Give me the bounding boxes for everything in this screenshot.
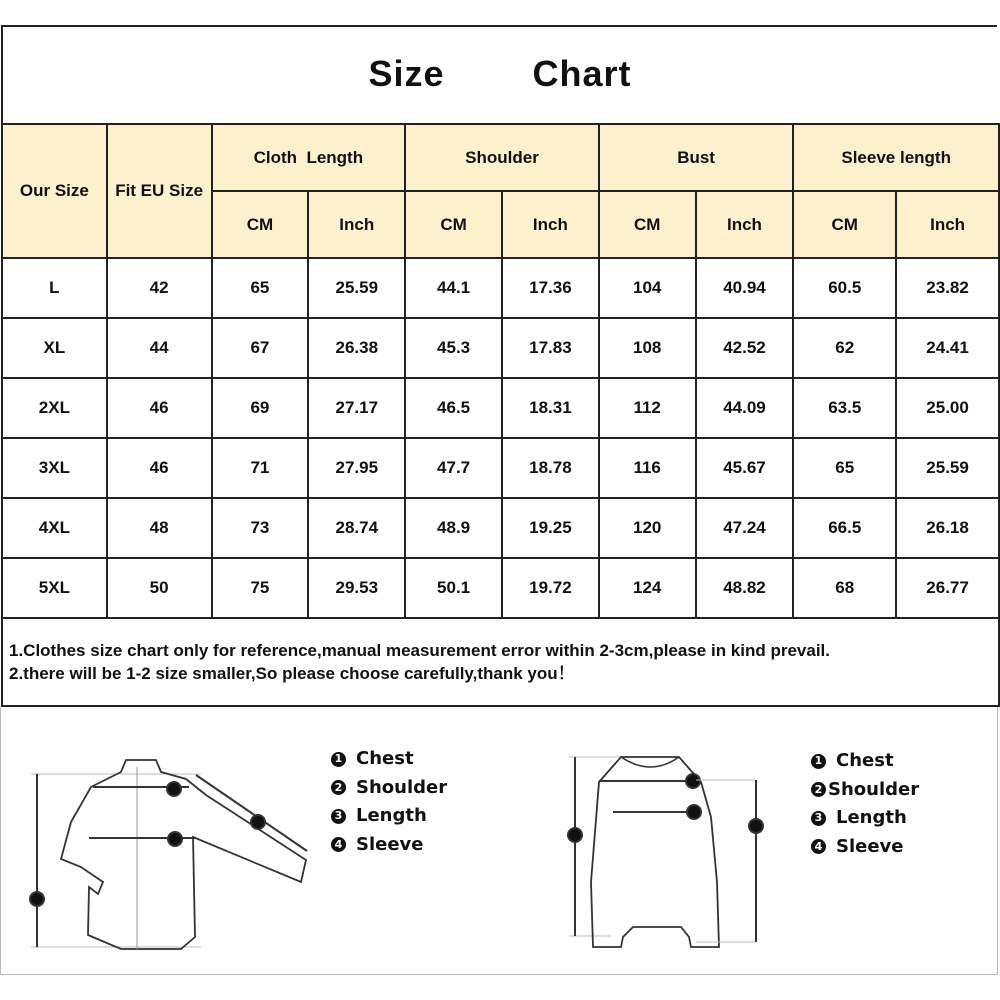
table-cell: 5XL <box>2 558 107 618</box>
legend-item-sleeve: 4 Sleeve <box>811 833 919 862</box>
number-badge-icon: 3 <box>331 809 346 824</box>
table-cell: 23.82 <box>896 258 999 318</box>
unit-cm: CM <box>212 191 309 258</box>
table-row <box>2 438 999 498</box>
page-title <box>0 25 1000 123</box>
table-cell: 26.77 <box>896 558 999 618</box>
header-fit-eu-size: Fit EU Size <box>107 124 212 258</box>
unit-inch: Inch <box>696 191 794 258</box>
table-cell: 67 <box>212 318 309 378</box>
table-cell: 50 <box>107 558 212 618</box>
title-word-chart: Chart <box>532 53 632 94</box>
note-1: 1.Clothes size chart only for reference,manual measurement error within 2-3cm,please in kind prevail. <box>9 641 831 660</box>
table-row <box>2 318 999 378</box>
unit-cm: CM <box>793 191 896 258</box>
table-cell: 116 <box>599 438 696 498</box>
table-cell: 28.74 <box>308 498 405 558</box>
unit-inch: Inch <box>502 191 599 258</box>
table-cell: 19.25 <box>502 498 599 558</box>
table-cell: 24.41 <box>896 318 999 378</box>
number-badge-icon: 3 <box>811 811 826 826</box>
table-cell: 25.59 <box>896 438 999 498</box>
number-badge-icon: 1 <box>331 752 346 767</box>
table-row <box>2 498 999 558</box>
legend-item-shoulder: 2 Shoulder <box>811 776 919 805</box>
table-cell: 4XL <box>2 498 107 558</box>
header-row-groups <box>2 124 999 191</box>
number-badge-icon: 2 <box>331 780 346 795</box>
table-cell: 48.9 <box>405 498 502 558</box>
legend-item-chest: 1 Chest <box>811 747 919 776</box>
table-row <box>2 378 999 438</box>
sweater-legend <box>811 747 919 861</box>
table-cell: 60.5 <box>793 258 896 318</box>
legend-item-length: 3 Length <box>811 804 919 833</box>
title-word-size: Size <box>368 53 445 94</box>
table-cell: 112 <box>599 378 696 438</box>
table-cell: 2XL <box>2 378 107 438</box>
table-cell: 25.59 <box>308 258 405 318</box>
table-cell: 124 <box>599 558 696 618</box>
table-cell: 66.5 <box>793 498 896 558</box>
table-cell: 44 <box>107 318 212 378</box>
number-badge-icon: 1 <box>811 754 826 769</box>
table-cell: 18.31 <box>502 378 599 438</box>
header-shoulder: Shoulder <box>405 124 599 191</box>
table-cell: 17.36 <box>502 258 599 318</box>
table-cell: 48 <box>107 498 212 558</box>
legend-item-length: 3 Length <box>331 802 447 831</box>
table-cell: 120 <box>599 498 696 558</box>
table-cell: 47.7 <box>405 438 502 498</box>
note-2: 2.there will be 1-2 size smaller,So please choose carefully,thank you！ <box>9 664 575 683</box>
unit-cm: CM <box>599 191 696 258</box>
header-bust: Bust <box>599 124 794 191</box>
number-badge-icon: 4 <box>331 837 346 852</box>
notes-box <box>1 617 1000 707</box>
unit-inch: Inch <box>896 191 999 258</box>
table-cell: 46 <box>107 378 212 438</box>
number-badge-icon: 4 <box>811 839 826 854</box>
table-cell: 65 <box>793 438 896 498</box>
legend-item-sleeve: 4 Sleeve <box>331 831 447 860</box>
table-cell: 17.83 <box>502 318 599 378</box>
header-sleeve-length: Sleeve length <box>793 124 999 191</box>
sweater-diagram-icon <box>561 747 781 957</box>
header-our-size: Our Size <box>2 124 107 258</box>
table-cell: 3XL <box>2 438 107 498</box>
table-cell: 45.67 <box>696 438 794 498</box>
measurement-diagrams <box>0 707 998 975</box>
unit-inch: Inch <box>308 191 405 258</box>
table-cell: 47.24 <box>696 498 794 558</box>
table-cell: 65 <box>212 258 309 318</box>
table-cell: 73 <box>212 498 309 558</box>
table-cell: 108 <box>599 318 696 378</box>
table-cell: 26.38 <box>308 318 405 378</box>
table-cell: 62 <box>793 318 896 378</box>
table-cell: 68 <box>793 558 896 618</box>
shirt-legend <box>331 745 447 859</box>
size-table <box>1 123 1000 619</box>
table-cell: XL <box>2 318 107 378</box>
table-cell: 18.78 <box>502 438 599 498</box>
legend-item-shoulder: 2 Shoulder <box>331 774 447 803</box>
table-row <box>2 258 999 318</box>
table-cell: 26.18 <box>896 498 999 558</box>
table-cell: L <box>2 258 107 318</box>
table-cell: 40.94 <box>696 258 794 318</box>
header-cloth-length: Cloth Length <box>212 124 406 191</box>
table-cell: 19.72 <box>502 558 599 618</box>
table-row <box>2 558 999 618</box>
table-cell: 71 <box>212 438 309 498</box>
table-cell: 42.52 <box>696 318 794 378</box>
table-cell: 48.82 <box>696 558 794 618</box>
shirt-diagram-icon <box>21 747 341 987</box>
number-badge-icon: 2 <box>811 782 826 797</box>
table-cell: 29.53 <box>308 558 405 618</box>
table-cell: 104 <box>599 258 696 318</box>
table-cell: 27.95 <box>308 438 405 498</box>
table-cell: 46.5 <box>405 378 502 438</box>
table-cell: 42 <box>107 258 212 318</box>
table-cell: 45.3 <box>405 318 502 378</box>
table-cell: 44.1 <box>405 258 502 318</box>
table-cell: 63.5 <box>793 378 896 438</box>
legend-item-chest: 1 Chest <box>331 745 447 774</box>
table-cell: 25.00 <box>896 378 999 438</box>
table-cell: 50.1 <box>405 558 502 618</box>
table-cell: 46 <box>107 438 212 498</box>
table-cell: 69 <box>212 378 309 438</box>
table-cell: 44.09 <box>696 378 794 438</box>
unit-cm: CM <box>405 191 502 258</box>
table-cell: 27.17 <box>308 378 405 438</box>
table-cell: 75 <box>212 558 309 618</box>
